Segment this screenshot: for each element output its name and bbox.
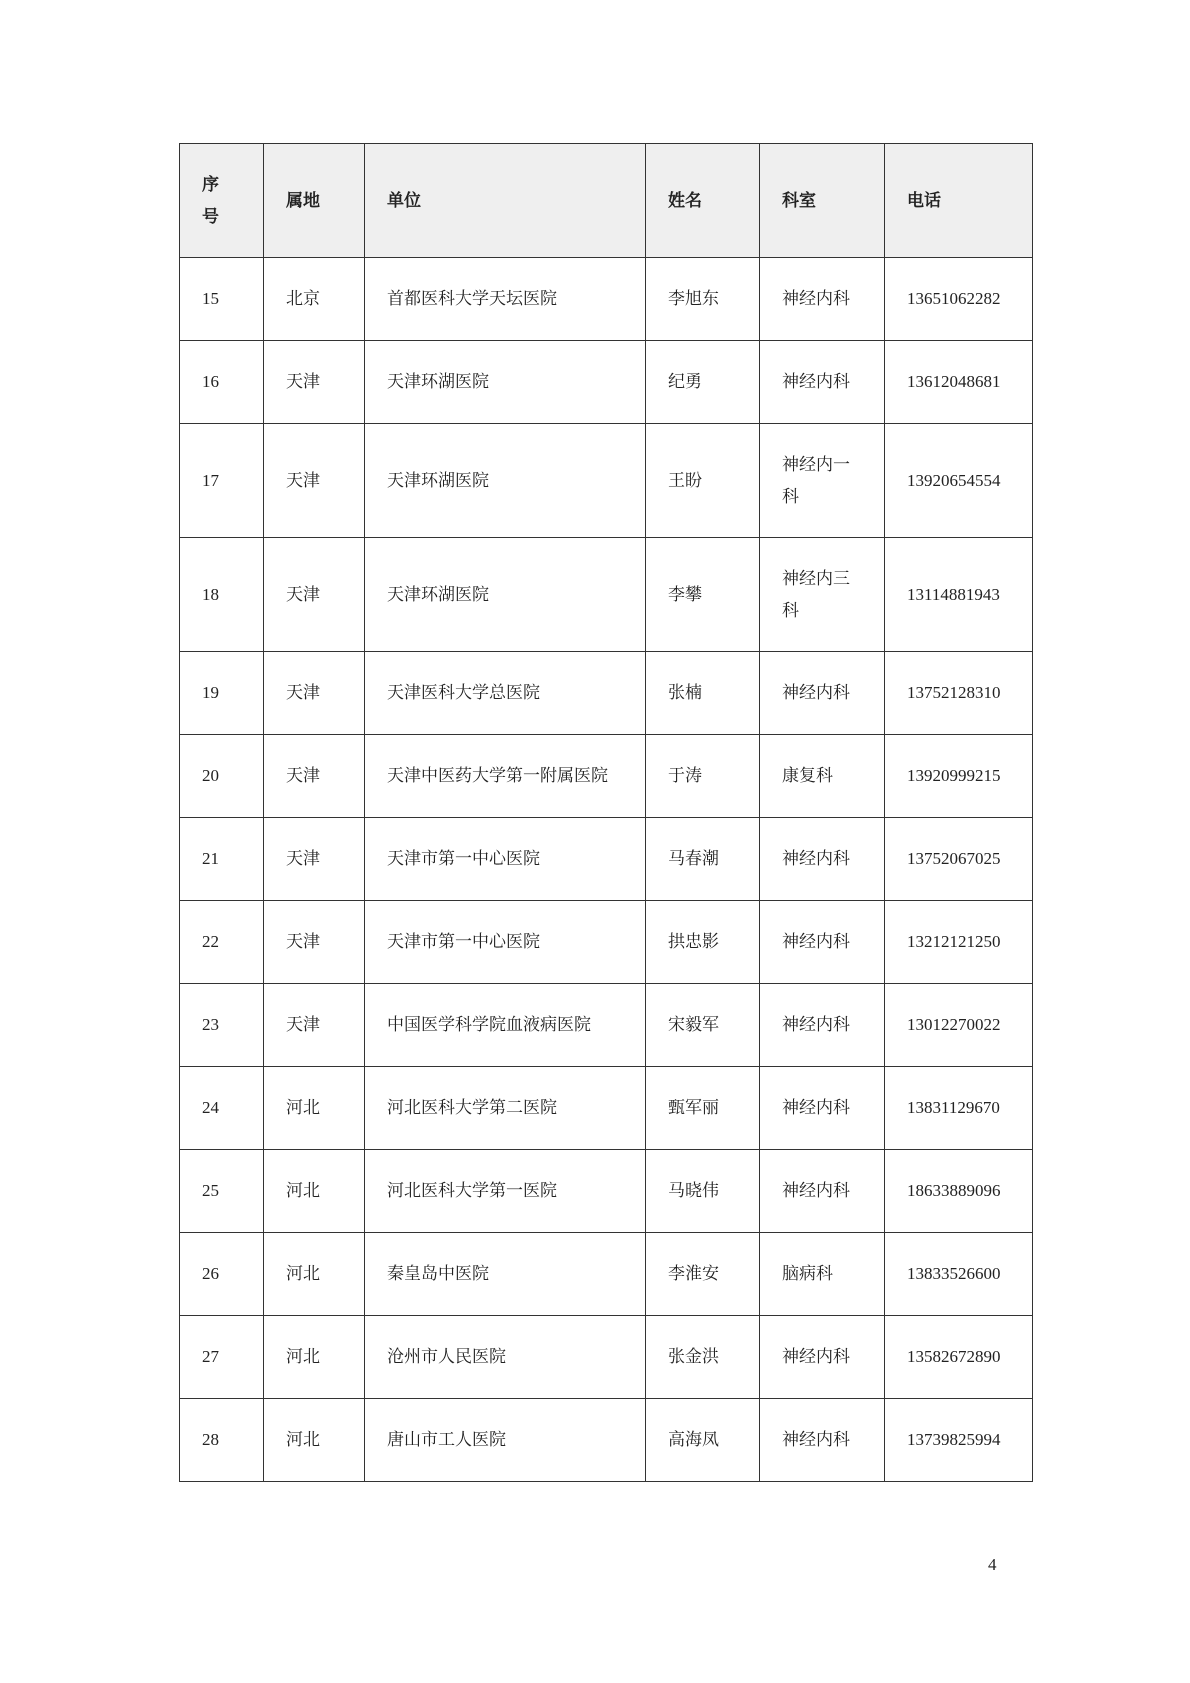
cell-region: 河北	[264, 1316, 365, 1399]
cell-phone: 13920654554	[885, 424, 1033, 538]
table-row	[180, 258, 1033, 341]
page-number: 4	[988, 1555, 997, 1574]
table-row	[180, 1233, 1033, 1316]
table-row	[180, 424, 1033, 538]
table-row	[180, 818, 1033, 901]
cell-seq: 17	[180, 424, 264, 538]
cell-dept: 神经内科	[760, 818, 885, 901]
cell-phone: 13212121250	[885, 901, 1033, 984]
header-name: 姓名	[646, 144, 760, 258]
cell-seq: 23	[180, 984, 264, 1067]
cell-name: 于涛	[646, 735, 760, 818]
cell-name: 王盼	[646, 424, 760, 538]
cell-name: 宋毅军	[646, 984, 760, 1067]
table-row	[180, 1150, 1033, 1233]
cell-name: 李淮安	[646, 1233, 760, 1316]
table-header-row	[180, 144, 1033, 258]
cell-region: 河北	[264, 1067, 365, 1150]
cell-region: 天津	[264, 735, 365, 818]
header-region: 属地	[264, 144, 365, 258]
cell-phone: 13582672890	[885, 1316, 1033, 1399]
cell-name: 纪勇	[646, 341, 760, 424]
table-row	[180, 735, 1033, 818]
cell-dept: 神经内科	[760, 341, 885, 424]
cell-region: 天津	[264, 984, 365, 1067]
cell-phone: 13833526600	[885, 1233, 1033, 1316]
cell-name: 张金洪	[646, 1316, 760, 1399]
table-row	[180, 1316, 1033, 1399]
table-row	[180, 984, 1033, 1067]
contact-table	[179, 143, 1033, 1482]
cell-phone: 18633889096	[885, 1150, 1033, 1233]
cell-dept: 神经内一科	[760, 424, 885, 538]
cell-phone: 13920999215	[885, 735, 1033, 818]
cell-region: 河北	[264, 1150, 365, 1233]
cell-unit: 天津医科大学总医院	[365, 652, 646, 735]
table-row	[180, 538, 1033, 652]
cell-name: 李旭东	[646, 258, 760, 341]
cell-region: 天津	[264, 341, 365, 424]
cell-region: 天津	[264, 538, 365, 652]
cell-dept: 神经内三科	[760, 538, 885, 652]
cell-dept: 康复科	[760, 735, 885, 818]
cell-dept: 脑病科	[760, 1233, 885, 1316]
cell-seq: 28	[180, 1399, 264, 1482]
cell-dept: 神经内科	[760, 1399, 885, 1482]
cell-unit: 沧州市人民医院	[365, 1316, 646, 1399]
cell-dept: 神经内科	[760, 901, 885, 984]
cell-name: 高海凤	[646, 1399, 760, 1482]
cell-seq: 24	[180, 1067, 264, 1150]
cell-unit: 河北医科大学第一医院	[365, 1150, 646, 1233]
cell-name: 马春潮	[646, 818, 760, 901]
header-unit: 单位	[365, 144, 646, 258]
cell-seq: 16	[180, 341, 264, 424]
cell-region: 天津	[264, 818, 365, 901]
table-row	[180, 652, 1033, 735]
cell-unit: 天津市第一中心医院	[365, 818, 646, 901]
cell-name: 马晓伟	[646, 1150, 760, 1233]
cell-unit: 天津中医药大学第一附属医院	[365, 735, 646, 818]
cell-unit: 首都医科大学天坛医院	[365, 258, 646, 341]
table-row	[180, 1067, 1033, 1150]
cell-seq: 27	[180, 1316, 264, 1399]
cell-region: 河北	[264, 1233, 365, 1316]
cell-region: 天津	[264, 901, 365, 984]
cell-unit: 天津环湖医院	[365, 341, 646, 424]
cell-seq: 25	[180, 1150, 264, 1233]
cell-name: 张楠	[646, 652, 760, 735]
cell-unit: 天津环湖医院	[365, 538, 646, 652]
cell-name: 李攀	[646, 538, 760, 652]
cell-seq: 26	[180, 1233, 264, 1316]
cell-seq: 18	[180, 538, 264, 652]
cell-region: 北京	[264, 258, 365, 341]
cell-dept: 神经内科	[760, 1150, 885, 1233]
cell-phone: 13739825994	[885, 1399, 1033, 1482]
cell-unit: 天津环湖医院	[365, 424, 646, 538]
header-seq: 序号	[180, 144, 264, 258]
header-phone: 电话	[885, 144, 1033, 258]
cell-seq: 15	[180, 258, 264, 341]
cell-phone: 13752128310	[885, 652, 1033, 735]
cell-unit: 唐山市工人医院	[365, 1399, 646, 1482]
cell-phone: 13831129670	[885, 1067, 1033, 1150]
table-row	[180, 901, 1033, 984]
cell-seq: 22	[180, 901, 264, 984]
table-row	[180, 1399, 1033, 1482]
cell-phone: 13651062282	[885, 258, 1033, 341]
cell-dept: 神经内科	[760, 258, 885, 341]
cell-unit: 秦皇岛中医院	[365, 1233, 646, 1316]
cell-unit: 天津市第一中心医院	[365, 901, 646, 984]
header-dept: 科室	[760, 144, 885, 258]
cell-region: 河北	[264, 1399, 365, 1482]
table-row	[180, 341, 1033, 424]
cell-name: 甄军丽	[646, 1067, 760, 1150]
cell-unit: 河北医科大学第二医院	[365, 1067, 646, 1150]
cell-phone: 13752067025	[885, 818, 1033, 901]
cell-region: 天津	[264, 424, 365, 538]
cell-phone: 13114881943	[885, 538, 1033, 652]
cell-seq: 20	[180, 735, 264, 818]
cell-name: 拱忠影	[646, 901, 760, 984]
cell-phone: 13012270022	[885, 984, 1033, 1067]
cell-dept: 神经内科	[760, 652, 885, 735]
cell-seq: 21	[180, 818, 264, 901]
cell-unit: 中国医学科学院血液病医院	[365, 984, 646, 1067]
cell-dept: 神经内科	[760, 984, 885, 1067]
cell-phone: 13612048681	[885, 341, 1033, 424]
cell-dept: 神经内科	[760, 1067, 885, 1150]
cell-dept: 神经内科	[760, 1316, 885, 1399]
cell-region: 天津	[264, 652, 365, 735]
cell-seq: 19	[180, 652, 264, 735]
